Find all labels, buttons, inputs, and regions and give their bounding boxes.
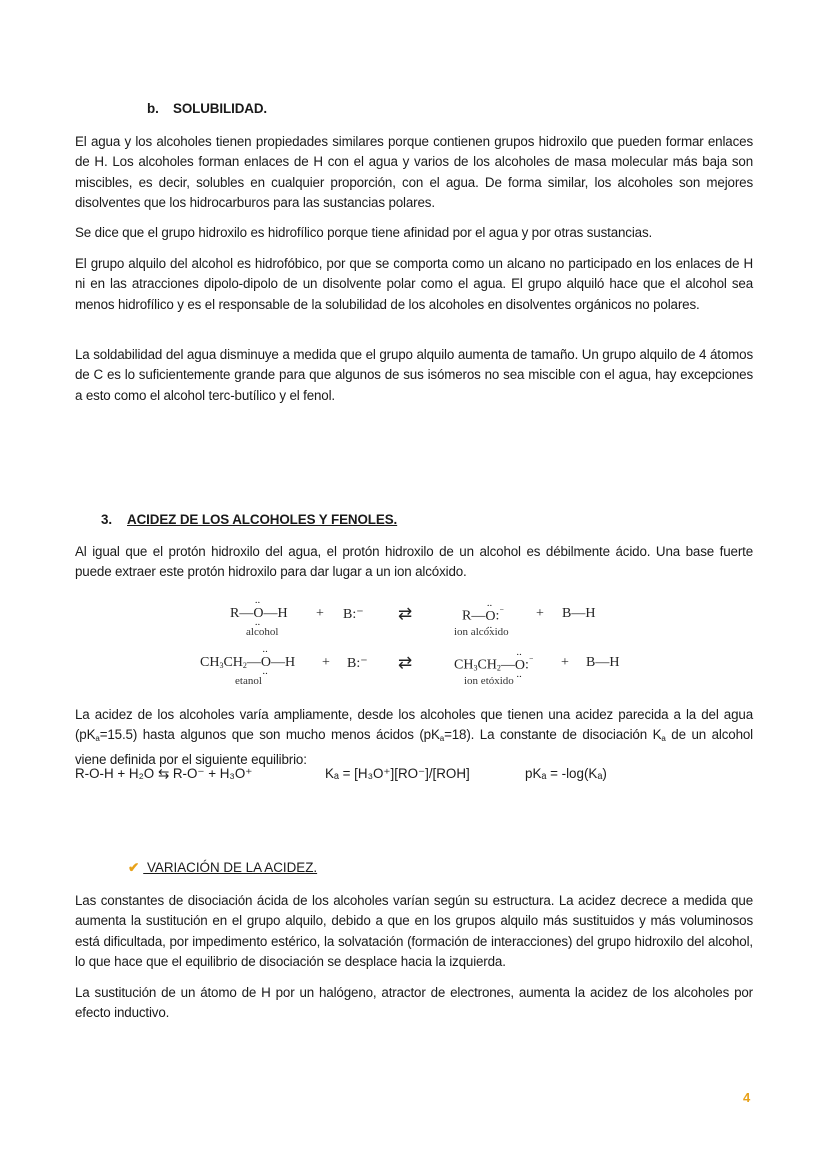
reaction-1-byproduct: B—H — [562, 606, 596, 621]
reaction-1-plus: + — [316, 606, 324, 621]
section-3-title: ACIDEZ DE LOS ALCOHOLES Y FENOLES. — [127, 512, 398, 527]
subscript-a: a — [95, 734, 100, 744]
paragraph-solubility-2: Se dice que el grupo hidroxilo es hidrofílico porque tiene afinidad por el agua y por otras sustancias. — [75, 225, 653, 240]
acidity-text-3: =18). La constante de disociación K — [444, 727, 662, 743]
subscript-a: a — [661, 734, 666, 744]
section-b-title: SOLUBILIDAD. — [173, 101, 268, 116]
reaction-1-product: R—·· O ··:⁻ ion alcóxido — [462, 606, 504, 625]
section-3-heading — [101, 512, 397, 527]
equilibrium-arrow-icon: ⇄ — [398, 653, 413, 672]
acidity-text-4: de un alcohol viene definida por el siguiente equilibrio: — [75, 727, 754, 767]
ka-expression: Kₐ = [H₃O⁺][RO⁻]/[ROH] — [325, 766, 470, 781]
reaction-1-reactant-label: alcohol — [246, 626, 279, 638]
page-number: 4 — [743, 1090, 751, 1105]
reaction-1-product-label: ion alcóxido — [454, 626, 509, 638]
subsection-variacion-heading — [128, 860, 317, 876]
section-b-heading — [147, 101, 267, 116]
paragraph-acidity-intro: Al igual que el protón hidroxilo del agua, el protón hidroxilo de un alcohol es débilmente ácido. Una base fuerte puede extraer este protón hidroxilo para dar lugar a un ion alcóxido. — [75, 544, 753, 580]
reaction-2-byproduct: B—H — [586, 655, 620, 670]
reaction-1-base: B:⁻ — [343, 607, 364, 622]
paragraph-solubility-4: La soldabilidad del agua disminuye a medida que el grupo alquilo aumenta de tamaño. Un grupo alquilo de 4 átomos de C es lo suficientemente grande para que algunos de sus isómeros no sea miscible con el agua, hay excepciones a esto como el alcohol terc-butílico y el fenol. — [75, 347, 753, 403]
acidity-text-2: =15.5) hasta algunos que son mucho menos ácidos (pK — [99, 727, 440, 743]
checkmark-icon: ✔ — [128, 860, 140, 875]
pka-expression: pKₐ = -log(Kₐ) — [525, 766, 607, 781]
section-3-number: 3. — [101, 512, 112, 527]
reaction-2-reactant-label: etanol — [235, 675, 262, 687]
subscript-a: a — [439, 734, 445, 744]
reaction-1-plus-2: + — [536, 606, 544, 621]
subsection-variacion-title: VARIACIÓN DE LA ACIDEZ. — [143, 860, 318, 875]
acidity-text-1: La acidez de los alcoholes varía ampliamente, desde los alcoholes que tienen una acidez parecida a la del agua (pK — [75, 707, 753, 743]
paragraph-variacion-2: La sustitución de un átomo de H por un halógeno, atractor de electrones, aumenta la acidez de los alcoholes por efecto inductivo. — [75, 985, 753, 1021]
reaction-2-product: $CH_3CH_2—\cdot\cdot O$ ··:⁻ ion etóxido — [454, 655, 534, 674]
section-b-number: b. — [147, 101, 159, 116]
reaction-2-reactant: $CH_3CH_2—\cdot\cdot O$ ··—H etanol — [200, 655, 295, 671]
equilibrium-arrow-icon: ⇄ — [398, 604, 413, 623]
paragraph-solubility-1: El agua y los alcoholes tienen propiedades similares porque contienen grupos hidroxilo que pueden formar enlaces de H. Los alcoholes forman enlaces de H con el agua y varios de los alcoholes de masa molecular más baja son miscibles, es decir, solubles en cualquier proporción, con el agua. De forma similar, los alcoholes son mejores disolventes que los hidrocarburos para las sustancias polares. — [75, 134, 753, 210]
equilibrium-reaction: R-O-H + H₂O ⇆ R-O⁻ + H₃O⁺ — [75, 766, 253, 781]
reaction-1-reactant: R—·· O ··—H alcohol — [230, 606, 288, 622]
reaction-2-plus-2: + — [561, 655, 569, 670]
reaction-2-plus: + — [322, 655, 330, 670]
reaction-2-product-label: ion etóxido — [464, 675, 514, 687]
paragraph-acidity-range — [75, 705, 753, 770]
paragraph-variacion-1: Las constantes de disociación ácida de los alcoholes varían según su estructura. La acidez decrece a medida que aumenta la sustitución en el grupo alquilo, debido a que en los grupos alquilo más sustituidos y más voluminosos está dificultada, por impedimento estérico, la solvatación (formación de interacciones) del grupo hidroxilo del alcohol, lo que hace que el equilibrio de disociación se desplace hacia la izquierda. — [75, 893, 753, 969]
paragraph-solubility-3: El grupo alquilo del alcohol es hidrofóbico, por que se comporta como un alcano no participado en los enlaces de H ni en las atracciones dipolo-dipolo de un disolvente polar como el agua. El grupo alquiló hace que el alcohol sea menos hidrofílico y es el responsable de la solubilidad de los alcoholes en disolventes orgánicos no polares. — [75, 256, 753, 312]
reaction-2-base: B:⁻ — [347, 656, 368, 671]
